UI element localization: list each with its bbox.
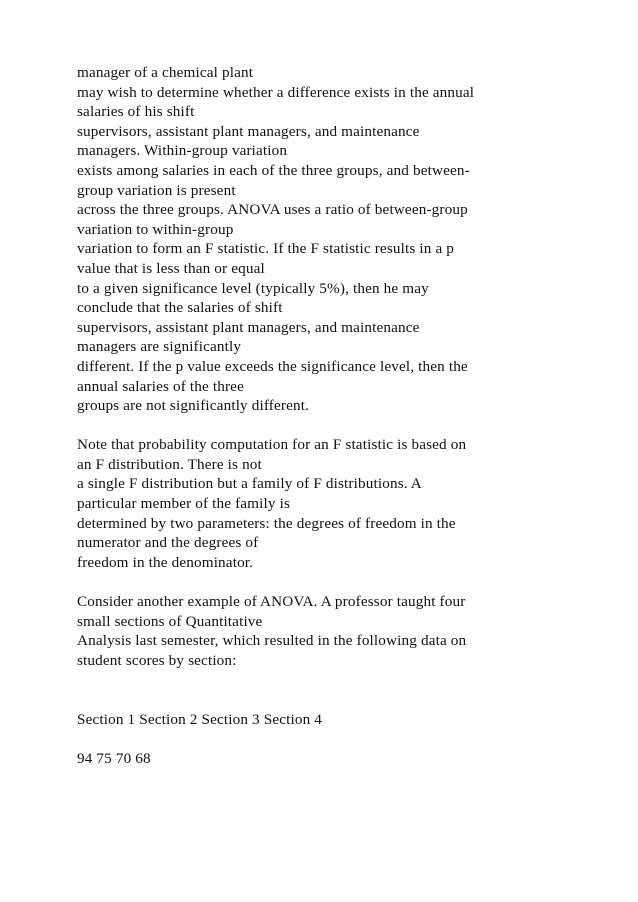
body-line: an F distribution. There is not [77,455,262,473]
paragraph-gap [77,670,597,709]
body-line: small sections of Quantitative [77,612,263,630]
table-data-line: 94 75 70 68 [77,749,151,767]
paragraph-gap [77,729,597,749]
body-line: value that is less than or equal [77,259,265,277]
body-line: numerator and the degrees of [77,534,259,552]
body-line: Analysis last semester, which resulted in the following data on [77,632,467,650]
body-line: determined by two parameters: the degrees of freedom in the [77,514,456,532]
body-line: a single F distribution but a family of F distributions. A [77,475,422,493]
body-line: exists among salaries in each of the three groups, and between- [77,161,470,179]
body-line: groups are not significantly different. [77,397,310,415]
document-body-text [77,63,597,768]
body-line: managers are significantly [77,338,242,356]
body-line: freedom in the denominator. [77,553,254,571]
body-line: Consider another example of ANOVA. A professor taught four [77,593,466,611]
body-line: Note that probability computation for an F statistic is based on [77,436,467,454]
table-header-line: Section 1 Section 2 Section 3 Section 4 [77,710,323,728]
body-line: annual salaries of the three [77,377,244,395]
body-line: different. If the p value exceeds the significance level, then the [77,357,468,375]
paragraph-gap [77,416,597,436]
body-line: variation to form an F statistic. If the F statistic results in a p [77,240,455,258]
body-line: supervisors, assistant plant managers, and maintenance [77,122,420,140]
body-line: across the three groups. ANOVA uses a ratio of between-group [77,201,468,219]
body-line: group variation is present [77,181,236,199]
body-line: may wish to determine whether a difference exists in the annual [77,83,475,101]
body-line: supervisors, assistant plant managers, and maintenance [77,318,420,336]
body-line: variation to within-group [77,220,234,238]
body-line: manager of a chemical plant [77,64,254,81]
body-line: to a given significance level (typically 5%), then he may [77,279,429,297]
body-line: managers. Within-group variation [77,142,288,160]
body-line: conclude that the salaries of shift [77,299,283,317]
body-line: salaries of his shift [77,103,195,121]
paragraph-gap [77,572,597,592]
body-line: student scores by section: [77,651,237,669]
body-line: particular member of the family is [77,495,291,513]
